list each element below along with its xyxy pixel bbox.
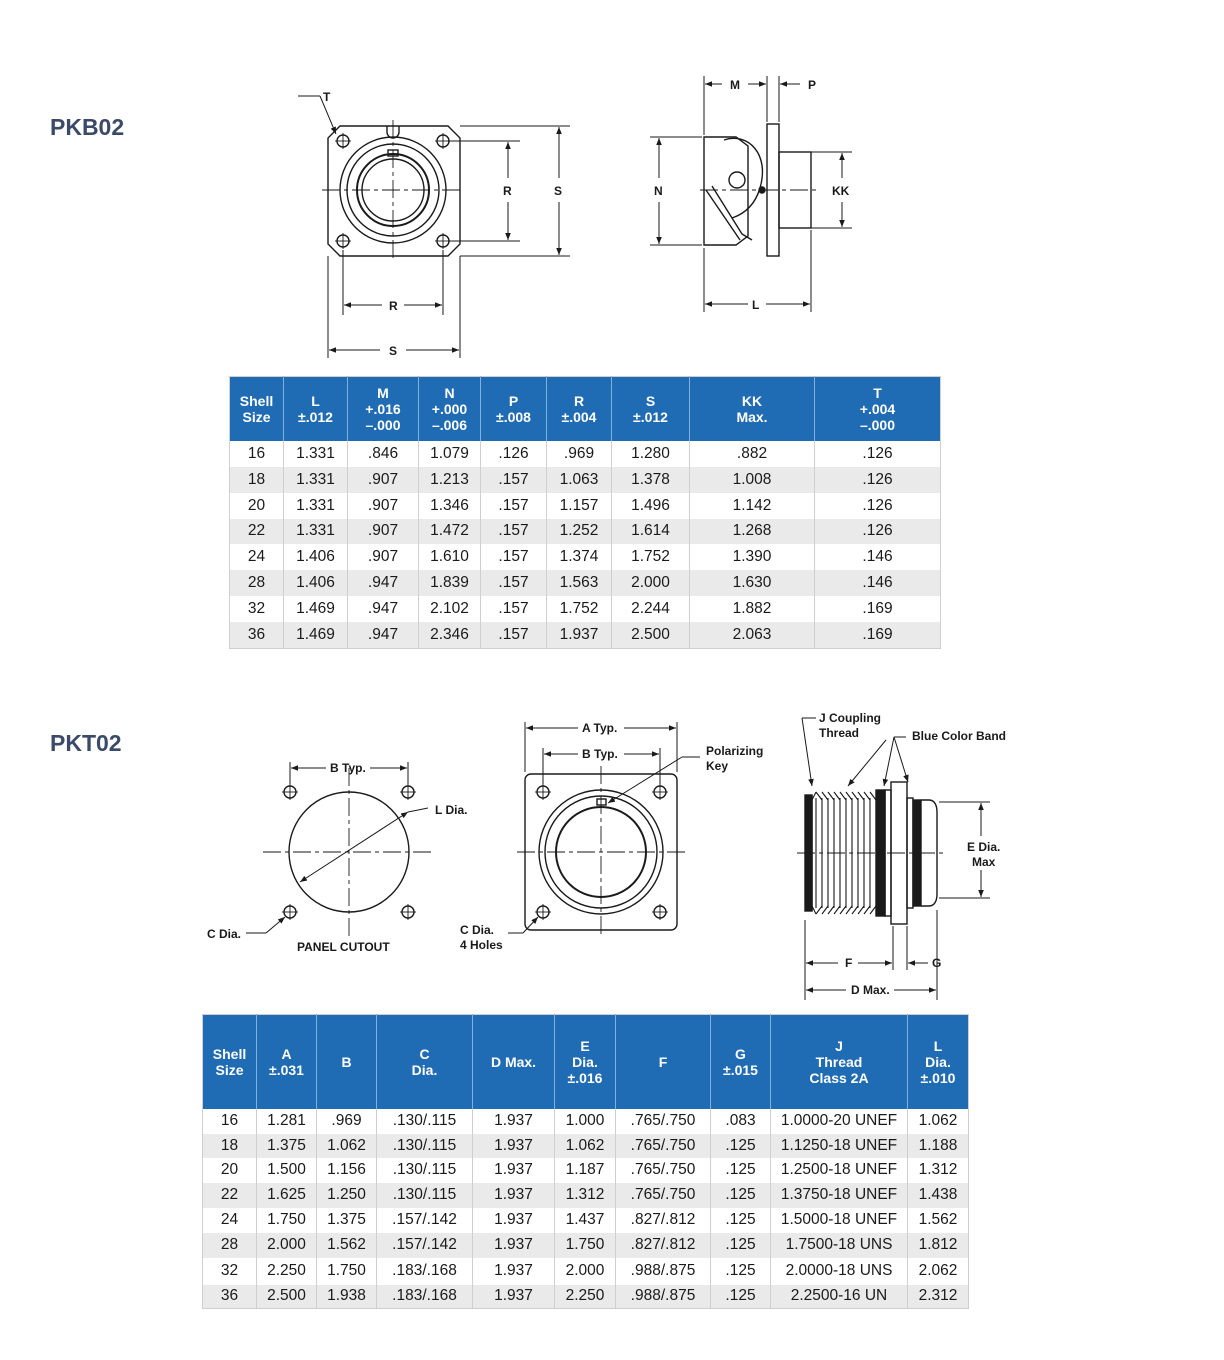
- pkt02-spec-table: [202, 1014, 969, 1309]
- table-cell: .125: [711, 1208, 771, 1233]
- table-cell: 1.937: [473, 1258, 555, 1285]
- label-l-dia: L Dia.: [435, 803, 468, 817]
- table-cell: 1.000: [555, 1109, 616, 1134]
- table-row: [230, 441, 941, 467]
- label-m: M: [730, 78, 740, 92]
- label-polarizing-key-2: Key: [706, 759, 729, 773]
- table-cell: 2.063: [690, 622, 815, 649]
- table-cell: 1.937: [473, 1109, 555, 1134]
- column-header-line: ±.012: [633, 408, 668, 425]
- column-header-line: L: [311, 392, 320, 409]
- column-header: [547, 377, 612, 441]
- table-cell: 1.390: [690, 544, 815, 570]
- table-cell: 1.213: [419, 467, 481, 493]
- label-r-vert: R: [503, 184, 512, 198]
- column-header-line: R: [573, 392, 585, 409]
- table-cell: 1.312: [555, 1183, 616, 1208]
- table-cell: .183/.168: [377, 1258, 473, 1285]
- table-cell: 24: [203, 1208, 257, 1233]
- table-cell: .125: [711, 1158, 771, 1183]
- table-cell: 1.062: [317, 1134, 377, 1158]
- table-cell: .969: [317, 1109, 377, 1134]
- label-c-dia-holes-2: 4 Holes: [460, 938, 503, 952]
- table-cell: 1.374: [547, 544, 612, 570]
- table-cell: 22: [230, 519, 284, 544]
- table-cell: 1.3750-18 UNEF: [771, 1183, 908, 1208]
- table-cell: 1.7500-18 UNS: [771, 1233, 908, 1258]
- table-cell: 2.000: [555, 1258, 616, 1285]
- label-l: L: [752, 298, 760, 312]
- table-cell: 28: [203, 1233, 257, 1258]
- table-cell: .126: [481, 441, 547, 467]
- label-polarizing-key-1: Polarizing: [706, 744, 764, 758]
- table-cell: .947: [348, 622, 419, 649]
- column-header: [815, 377, 941, 441]
- table-cell: 2.346: [419, 622, 481, 649]
- column-header-line: D Max.: [490, 1053, 537, 1070]
- table-cell: .827/.812: [616, 1208, 711, 1233]
- table-cell: .083: [711, 1109, 771, 1134]
- table-row: [230, 467, 941, 493]
- table-cell: .146: [815, 544, 941, 570]
- table-cell: 1.063: [547, 467, 612, 493]
- table-cell: 1.331: [284, 493, 348, 519]
- table-row: [203, 1233, 969, 1258]
- label-f: F: [845, 956, 853, 970]
- table-cell: 1.312: [908, 1158, 969, 1183]
- label-c-dia: C Dia.: [207, 927, 242, 941]
- table-cell: .130/.115: [377, 1183, 473, 1208]
- column-header: [257, 1015, 317, 1109]
- column-header-line: Max.: [736, 408, 768, 425]
- table-cell: .169: [815, 596, 941, 622]
- table-cell: 1.500: [257, 1158, 317, 1183]
- table-cell: 1.562: [317, 1233, 377, 1258]
- column-header-line: Size: [242, 408, 271, 425]
- table-cell: 1.812: [908, 1233, 969, 1258]
- table-cell: 1.2500-18 UNEF: [771, 1158, 908, 1183]
- label-j-coupling-1: J Coupling: [819, 711, 881, 725]
- table-row: [203, 1158, 969, 1183]
- table-cell: .157: [481, 544, 547, 570]
- column-header-line: S: [645, 392, 656, 409]
- table-cell: 1.331: [284, 441, 348, 467]
- table-cell: .125: [711, 1258, 771, 1285]
- column-header: [230, 377, 284, 441]
- table-cell: 1.281: [257, 1109, 317, 1134]
- table-cell: 1.469: [284, 596, 348, 622]
- label-b-typ: B Typ.: [330, 761, 366, 775]
- column-header: [284, 377, 348, 441]
- column-header-line: B: [341, 1053, 352, 1070]
- column-header-line: Class 2A: [809, 1069, 869, 1086]
- table-cell: 22: [203, 1183, 257, 1208]
- table-cell: 24: [230, 544, 284, 570]
- column-header: [317, 1015, 377, 1109]
- column-header: [555, 1015, 616, 1109]
- table-cell: 2.500: [612, 622, 690, 649]
- table-cell: 1.614: [612, 519, 690, 544]
- table-cell: 1.630: [690, 570, 815, 596]
- label-t: T: [323, 90, 331, 104]
- table-cell: .947: [348, 596, 419, 622]
- table-row: [203, 1134, 969, 1158]
- column-header-line: C: [419, 1045, 430, 1062]
- label-kk: KK: [832, 184, 850, 198]
- table-cell: .882: [690, 441, 815, 467]
- column-header-line: Thread: [815, 1053, 863, 1070]
- column-header-line: –.000: [859, 416, 896, 433]
- table-cell: .126: [815, 493, 941, 519]
- table-row: [203, 1208, 969, 1233]
- table-cell: 28: [230, 570, 284, 596]
- column-header-line: Dia.: [411, 1061, 438, 1078]
- column-header-line: A: [281, 1045, 292, 1062]
- table-cell: 16: [203, 1109, 257, 1134]
- column-header-line: Dia.: [925, 1053, 951, 1070]
- column-header-line: KK: [741, 392, 763, 409]
- table-cell: 2.312: [908, 1285, 969, 1309]
- table-cell: 1.142: [690, 493, 815, 519]
- table-cell: .907: [348, 467, 419, 493]
- label-b-typ-2: B Typ.: [582, 747, 618, 761]
- table-cell: .988/.875: [616, 1258, 711, 1285]
- column-header-line: Size: [215, 1061, 244, 1078]
- table-cell: 1.562: [908, 1208, 969, 1233]
- table-cell: 1.437: [555, 1208, 616, 1233]
- table-cell: .125: [711, 1134, 771, 1158]
- table-cell: 1.750: [317, 1258, 377, 1285]
- table-cell: .907: [348, 519, 419, 544]
- table-cell: .157: [481, 519, 547, 544]
- section-title-pkt02: PKT02: [50, 730, 122, 756]
- table-cell: 2.250: [555, 1285, 616, 1309]
- column-header-line: ±.031: [269, 1061, 304, 1078]
- column-header: [377, 1015, 473, 1109]
- table-cell: 1.252: [547, 519, 612, 544]
- column-header: [481, 377, 547, 441]
- table-cell: 2.000: [257, 1233, 317, 1258]
- column-header-line: –.000: [365, 416, 401, 433]
- column-header: [473, 1015, 555, 1109]
- column-header-line: E: [580, 1037, 590, 1054]
- table-cell: 1.008: [690, 467, 815, 493]
- table-cell: .169: [815, 622, 941, 649]
- label-a-typ: A Typ.: [582, 721, 618, 735]
- table-cell: 1.062: [908, 1109, 969, 1134]
- column-header-line: G: [735, 1045, 746, 1062]
- label-r-horiz: R: [389, 299, 398, 313]
- table-cell: 2.102: [419, 596, 481, 622]
- table-cell: 1.882: [690, 596, 815, 622]
- table-cell: 20: [230, 493, 284, 519]
- column-header: [612, 377, 690, 441]
- table-cell: .130/.115: [377, 1109, 473, 1134]
- table-cell: .126: [815, 467, 941, 493]
- table-cell: .765/.750: [616, 1158, 711, 1183]
- column-header: [616, 1015, 711, 1109]
- table-row: [203, 1285, 969, 1309]
- column-header-line: Dia.: [572, 1053, 598, 1070]
- table-cell: 1.268: [690, 519, 815, 544]
- table-cell: 1.472: [419, 519, 481, 544]
- column-header-line: J: [835, 1037, 843, 1054]
- table-cell: .827/.812: [616, 1233, 711, 1258]
- label-s-vert: S: [554, 184, 563, 198]
- table-cell: 1.375: [317, 1208, 377, 1233]
- table-cell: 1.1250-18 UNEF: [771, 1134, 908, 1158]
- table-cell: 18: [230, 467, 284, 493]
- table-cell: 2.0000-18 UNS: [771, 1258, 908, 1285]
- table-cell: 1.438: [908, 1183, 969, 1208]
- label-e-dia-2: Max: [972, 855, 996, 869]
- table-cell: .125: [711, 1233, 771, 1258]
- table-cell: 1.752: [612, 544, 690, 570]
- column-header-line: Shell: [212, 1045, 247, 1062]
- table-cell: 1.469: [284, 622, 348, 649]
- table-cell: 1.157: [547, 493, 612, 519]
- table-cell: 1.937: [473, 1158, 555, 1183]
- column-header-line: L: [933, 1037, 943, 1054]
- table-cell: .130/.115: [377, 1158, 473, 1183]
- table-cell: 32: [203, 1258, 257, 1285]
- label-j-coupling-2: Thread: [819, 726, 860, 740]
- table-cell: 1.937: [473, 1134, 555, 1158]
- table-cell: 1.750: [555, 1233, 616, 1258]
- table-cell: 16: [230, 441, 284, 467]
- column-header: [908, 1015, 969, 1109]
- pkt02-panel-cutout: [246, 762, 435, 936]
- column-header-line: M: [377, 384, 389, 401]
- table-cell: .969: [547, 441, 612, 467]
- column-header-line: Shell: [239, 392, 274, 409]
- table-cell: 1.937: [473, 1285, 555, 1309]
- table-cell: 32: [230, 596, 284, 622]
- column-header-line: +.000: [431, 400, 468, 417]
- label-panel-cutout: PANEL CUTOUT: [297, 940, 390, 954]
- column-header-line: ±.012: [298, 408, 333, 425]
- table-cell: .157: [481, 467, 547, 493]
- label-d-max: D Max.: [851, 983, 890, 997]
- table-cell: 1.331: [284, 467, 348, 493]
- table-row: [230, 570, 941, 596]
- table-cell: .183/.168: [377, 1285, 473, 1309]
- table-cell: 1.0000-20 UNEF: [771, 1109, 908, 1134]
- table-cell: 1.496: [612, 493, 690, 519]
- pkb02-spec-table: [229, 376, 941, 649]
- pkb02-side-view: [650, 76, 852, 312]
- column-header: [348, 377, 419, 441]
- label-p: P: [808, 78, 817, 92]
- table-cell: .907: [348, 493, 419, 519]
- table-cell: .157/.142: [377, 1233, 473, 1258]
- column-header-line: ±.010: [920, 1069, 956, 1086]
- column-header: [771, 1015, 908, 1109]
- table-cell: .947: [348, 570, 419, 596]
- label-blue-color-band: Blue Color Band: [912, 729, 1007, 743]
- table-cell: 1.610: [419, 544, 481, 570]
- label-s-horiz: S: [389, 344, 398, 358]
- table-cell: 1.839: [419, 570, 481, 596]
- table-cell: 1.280: [612, 441, 690, 467]
- table-cell: .157: [481, 622, 547, 649]
- table-cell: 1.062: [555, 1134, 616, 1158]
- table-cell: 1.346: [419, 493, 481, 519]
- table-cell: 1.937: [473, 1233, 555, 1258]
- table-cell: .988/.875: [616, 1285, 711, 1309]
- column-header: [711, 1015, 771, 1109]
- column-header-line: T: [873, 384, 882, 401]
- table-cell: 1.188: [908, 1134, 969, 1158]
- table-cell: 1.937: [473, 1208, 555, 1233]
- table-cell: 1.625: [257, 1183, 317, 1208]
- table-cell: 1.378: [612, 467, 690, 493]
- table-cell: .157/.142: [377, 1208, 473, 1233]
- table-cell: .765/.750: [616, 1183, 711, 1208]
- table-cell: .130/.115: [377, 1134, 473, 1158]
- table-cell: .907: [348, 544, 419, 570]
- table-cell: .846: [348, 441, 419, 467]
- table-cell: 2.2500-16 UN: [771, 1285, 908, 1309]
- table-cell: 1.937: [473, 1183, 555, 1208]
- column-header: [690, 377, 815, 441]
- pkt02-side-view: [797, 718, 990, 1000]
- table-cell: 36: [203, 1285, 257, 1309]
- table-row: [230, 544, 941, 570]
- table-cell: 1.375: [257, 1134, 317, 1158]
- table-cell: .157: [481, 493, 547, 519]
- column-header-line: P: [508, 392, 519, 409]
- table-cell: 1.937: [547, 622, 612, 649]
- table-cell: .765/.750: [616, 1134, 711, 1158]
- table-cell: 1.331: [284, 519, 348, 544]
- column-header-line: +.016: [365, 400, 401, 417]
- column-header-line: –.006: [431, 416, 468, 433]
- table-row: [230, 622, 941, 649]
- table-cell: 1.750: [257, 1208, 317, 1233]
- column-header-line: ±.004: [561, 408, 597, 425]
- label-g: G: [932, 956, 942, 970]
- column-header-line: ±.008: [496, 408, 531, 425]
- table-cell: 1.752: [547, 596, 612, 622]
- table-cell: 36: [230, 622, 284, 649]
- table-cell: 1.406: [284, 544, 348, 570]
- pkb02-front-view: [298, 96, 570, 358]
- table-cell: .125: [711, 1285, 771, 1309]
- table-cell: 2.000: [612, 570, 690, 596]
- table-cell: 1.938: [317, 1285, 377, 1309]
- table-cell: 20: [203, 1158, 257, 1183]
- label-n: N: [654, 184, 663, 198]
- table-cell: 1.5000-18 UNEF: [771, 1208, 908, 1233]
- label-e-dia-1: E Dia.: [967, 840, 1001, 854]
- label-c-dia-holes-1: C Dia.: [460, 923, 495, 937]
- table-row: [230, 596, 941, 622]
- table-cell: .157: [481, 596, 547, 622]
- table-row: [230, 519, 941, 544]
- table-cell: 1.156: [317, 1158, 377, 1183]
- table-cell: .146: [815, 570, 941, 596]
- table-row: [203, 1183, 969, 1208]
- table-cell: 1.563: [547, 570, 612, 596]
- column-header-line: ±.015: [723, 1061, 758, 1078]
- table-cell: .765/.750: [616, 1109, 711, 1134]
- table-cell: .126: [815, 519, 941, 544]
- table-row: [230, 493, 941, 519]
- column-header-line: ±.016: [567, 1069, 603, 1086]
- table-cell: 1.187: [555, 1158, 616, 1183]
- table-cell: 2.250: [257, 1258, 317, 1285]
- table-cell: .126: [815, 441, 941, 467]
- column-header: [419, 377, 481, 441]
- table-cell: 18: [203, 1134, 257, 1158]
- section-title-pkb02: PKB02: [50, 114, 125, 140]
- table-row: [203, 1258, 969, 1285]
- table-cell: .125: [711, 1183, 771, 1208]
- column-header-line: N: [444, 384, 455, 401]
- table-row: [203, 1109, 969, 1134]
- table-cell: 1.250: [317, 1183, 377, 1208]
- table-cell: 2.244: [612, 596, 690, 622]
- column-header: [203, 1015, 257, 1109]
- table-cell: 1.079: [419, 441, 481, 467]
- column-header-line: +.004: [859, 400, 896, 417]
- table-cell: 1.406: [284, 570, 348, 596]
- table-cell: 2.062: [908, 1258, 969, 1285]
- table-cell: .157: [481, 570, 547, 596]
- column-header-line: F: [658, 1053, 668, 1070]
- table-cell: 2.500: [257, 1285, 317, 1309]
